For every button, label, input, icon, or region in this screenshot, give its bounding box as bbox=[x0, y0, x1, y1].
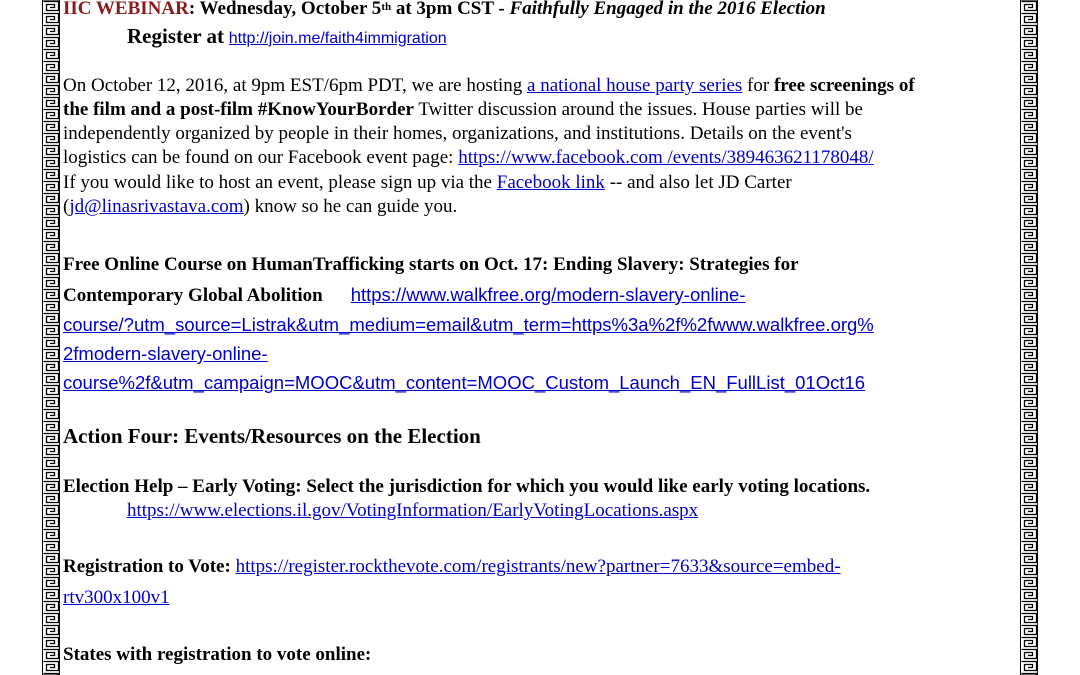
course-line-2: Contemporary Global Abolition https://www.walkfree.org/modern-slavery-online- bbox=[63, 284, 746, 306]
house-party-line-4: logistics can be found on our Facebook event page: https://www.facebook.com /events/389463621178048/ bbox=[63, 147, 874, 168]
house-party-line-2: the film and a post-film #KnowYourBorder Twitter discussion around the issues. House parties will be bbox=[63, 99, 863, 120]
right-decorative-border bbox=[1020, 0, 1038, 675]
course-link-line-5[interactable]: course%2f&utm_campaign=MOOC&utm_content=MOOC_Custom_Launch_EN_FullList_01Oct16 bbox=[63, 372, 866, 393]
register-line bbox=[127, 25, 447, 50]
webinar-label: IIC WEBINAR bbox=[63, 0, 189, 19]
register-link[interactable]: http://join.me/faith4immigration bbox=[228, 30, 447, 47]
facebook-event-link[interactable]: https://www.facebook.com /events/389463621178048/ bbox=[458, 147, 874, 168]
left-decorative-border bbox=[42, 0, 60, 675]
early-voting-link[interactable]: https://www.elections.il.gov/VotingInformation/EarlyVotingLocations.aspx bbox=[127, 500, 699, 521]
house-party-line-5: If you would like to host an event, please sign up via the Facebook link -- and also let JD Carter bbox=[63, 172, 792, 193]
facebook-link[interactable]: Facebook link bbox=[496, 172, 605, 193]
jd-email-link[interactable]: jd@linasrivastava.com bbox=[69, 196, 244, 217]
registration-label: Registration to Vote: bbox=[63, 556, 231, 577]
house-party-line-1: On October 12, 2016, at 9pm EST/6pm PDT, we are hosting a national house party series for free screenings of bbox=[63, 75, 915, 96]
registration-link[interactable]: https://register.rockthevote.com/registrants/new?partner=7633&source=embed- bbox=[235, 556, 841, 577]
house-party-line-3: independently organized by people in their homes, organizations, and institutions. Details on the event's bbox=[63, 123, 852, 144]
course-link-line-4[interactable]: 2fmodern-slavery-online- bbox=[63, 343, 268, 364]
webinar-line: IIC WEBINAR: Wednesday, October 5th at 3pm CST - Faithfully Engaged in the 2016 Election bbox=[63, 0, 826, 19]
early-voting-label: Election Help – Early Voting: Select the jurisdiction for which you would like early voting locations. bbox=[63, 476, 871, 497]
course-title-line: Free Online Course on HumanTrafficking starts on Oct. 17: Ending Slavery: Strategies for bbox=[63, 254, 799, 275]
states-label: States with registration to vote online: bbox=[63, 644, 372, 665]
registration-line bbox=[63, 556, 841, 578]
house-party-series-link[interactable]: a national house party series bbox=[527, 75, 743, 96]
register-label: Register at bbox=[127, 24, 224, 48]
house-party-line-6: (jd@linasrivastava.com) know so he can guide you. bbox=[63, 196, 458, 217]
webinar-title: Faithfully Engaged in the 2016 Election bbox=[509, 0, 826, 19]
registration-link-line-2[interactable]: rtv300x100v1 bbox=[63, 587, 170, 608]
course-link[interactable]: https://www.walkfree.org/modern-slavery-online- bbox=[350, 284, 746, 305]
action-four-heading: Action Four: Events/Resources on the Election bbox=[63, 424, 481, 448]
course-link-line-3[interactable]: course/?utm_source=Listrak&utm_medium=email&utm_term=https%3a%2f%2fwww.walkfree.org% bbox=[63, 314, 874, 335]
